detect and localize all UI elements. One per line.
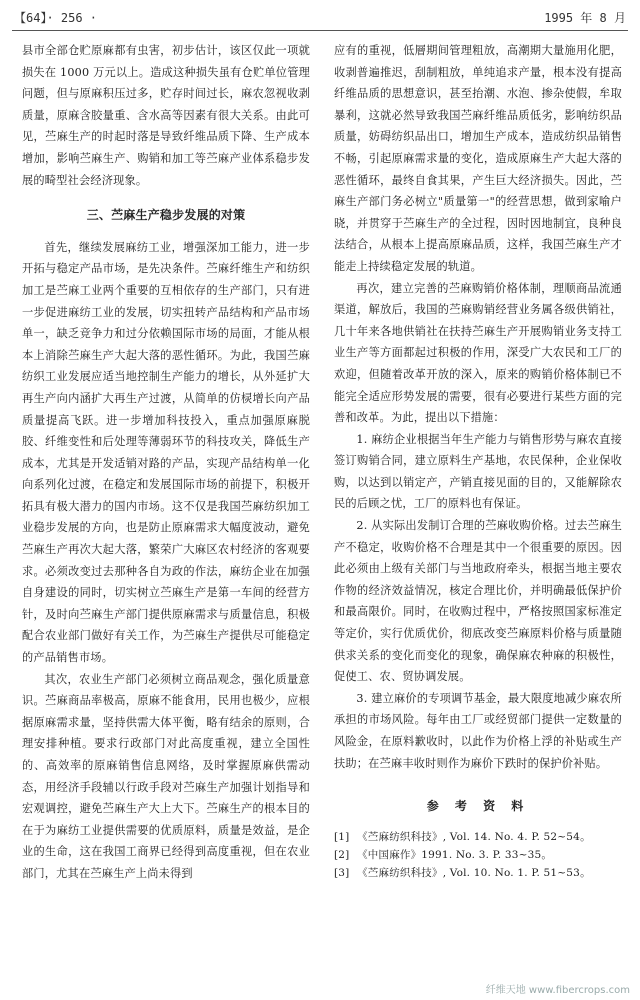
reference-number: [1]: [334, 830, 350, 843]
reference-item: [334, 846, 622, 864]
body-paragraph: 县市全部仓贮原麻都有虫害，初步估计，该区仅此一项就损失在 1000 万元以上。造成这种损失虽有仓贮单位管理问题，但与原麻积压过多，贮存时间过长，麻农忽视收剥质量，原麻含胶量重、含水高等因素有很大关系。由此可见，苎麻生产的时起时落是导致纤维品质下降、生产成本增加，影响苎麻生产、购销和加工等苎麻产业体系稳步发展的畸型社会经济现象。: [22, 44, 310, 187]
section-heading: 三、苎麻生产稳步发展的对策: [86, 208, 246, 223]
reference-item: [334, 828, 622, 846]
journal-page-number: 【64】· 256 ·: [14, 10, 98, 25]
numbered-item: 2. 从实际出发制订合理的苎麻收购价格。过去苎麻生产不稳定，收购价格不合理是其中一个很重要的原因。因此必须由上级有关部门与当地政府牵头，根据当地主要农作物的经济效益情况，核定合理比价，并明确最低保护价和最高限价。同时，在收购过程中，严格按照国家标准定等定价，实行优质优价，彻底改变苎麻原料价格与质量随供求关系的变化而变化的现象，确保麻农种麻的积极性，促使工、农、贸协调发展。: [334, 519, 622, 684]
reference-number: [2]: [334, 848, 350, 861]
numbered-item: 1. 麻纺企业根据当年生产能力与销售形势与麻农直接签订购销合同，建立原料生产基地，农民保种，企业保收购，以达到以销定产，产销直接见面的目的，又能解除农民的后顾之忧，工厂的原料也有保证。: [334, 432, 622, 511]
reference-text: 《苎麻纺织科技》, Vol. 14. No. 4. P. 52~54。: [357, 830, 591, 843]
right-column: [334, 40, 622, 882]
left-column: [22, 40, 310, 885]
references-heading: 参 考 资 料: [426, 799, 530, 814]
header-rule: [12, 30, 628, 31]
body-paragraph: 再次，建立完善的苎麻购销价格体制，理顺商品流通渠道，解放后，我国的苎麻购销经营业务属各级供销社，几十年来各地供销社在扶持苎麻生产开展购销业务支持工业生产等方面都起过积极的作用，深受广大农民和工厂的欢迎，但随着改革开放的深入，原来的购销价格体制已不能完全适应形势发展的需要，很有必要进行某些方面的完善和改革。为此，提出以下措施：: [334, 281, 622, 425]
body-paragraph: 其次，农业生产部门必须树立商品观念，强化质量意识。苎麻商品率极高，原麻不能食用，民用也极少，应根据原麻需求量，坚持供需大体平衡，略有结余的原则，合理安排种植。要求行政部门对此高度重视，建立全国性的、高效率的原麻销售信息网络，及时掌握原麻供需动态，用经济手段辅以行政手段对苎麻生产加强计划指导和宏观调控，避免苎麻生产大上大下。苎麻生产的根本目的在于为麻纺工业提供需要的优质原料，质量是效益，是企业的生命，这在我国工商界已经得到高度重视，但在农业部门，尤其在苎麻生产上尚未得到: [22, 672, 310, 880]
page-header: [14, 6, 626, 28]
reference-text: 《苎麻纺织科技》, Vol. 10. No. 1. P. 51~53。: [357, 866, 591, 879]
reference-text: 《中国麻作》1991. No. 3. P. 33~35。: [357, 848, 553, 861]
body-paragraph: 应有的重视，低層期间管理粗放，高潮期大量施用化肥，收剥普遍推迟，刮制粗放，单纯追求产量，根本没有提高纤维品质的思想意识，甚至抬潮、水泡、掺杂使假，牟取暴利，这就必然导致我国苎麻纤维品质低劣，影响纺织品质量，妨碍纺织品出口，增加生产成本，造成纺织品销售不畅，引起原麻需求量的变化，造成原麻生产大起大落的恶性循环，最终自食其果，产生巨大经济损失。因此，苎麻生产部门务必树立"质量第一"的经营思想，做到家喻户晓，并贯穿于苎麻生产的全过程，因时因地制宜，良种良法结合，从根本上提高原麻品质，这样，我国苎麻生产才能走上持续稳定发展的轨道。: [334, 44, 622, 273]
numbered-item: 3. 建立麻价的专项调节基金，最大限度地减少麻农所承担的市场风险。每年由工厂或经贸部门提供一定数量的风险金，在原料歉收时，以此作为价格上浮的补贴或生产扶助；在苎麻丰收时则作为麻价下跌时的保护价补贴。: [334, 691, 622, 770]
reference-item: [334, 864, 622, 882]
reference-number: [3]: [334, 866, 350, 879]
body-paragraph: 首先，继续发展麻纺工业，增强深加工能力，进一步开拓与稳定产品市场，是先决条件。苎麻纤维生产和纺织加工是苎麻工业两个重要的互相依存的生产部门，只有进一步促进麻纺工业的发展，切实扭转产品结构和产品市场单一，缺乏竞争力和过分依赖国际市场的局面，才能从根本上消除苎麻生产大起大落的恶性循环。为此，我国苎麻纺织工业发展应适当地控制生产能力的增长，从外延扩大再生产向内涵扩大再生产过渡，从简单的仿棂增长向产品质量提高飞跃。进一步增加科技投入，重点加强原麻脱胶、纤维变性和后处理等薄弱环节的科技攻关，降低生产成本，尤其是开发适销对路的产品，实现产品结构单一化向系列化过渡，在稳定和发展国际市场的前提下，积极开拓具有极大潜力的国内市场。这不仅是我国苎麻纺织加工业稳步发展的方向，也是防止原麻需求大幅度波动，避免苎麻生产再次大起大落，繁荣广大麻区农村经济的客观要求。必须改变过去那种各自为政的作法，麻纺企业在加强自身建设的同时，切实树立苎麻生产是第一车间的经营方针，及时向苎麻生产部门提供原麻需求与质量信息，积极配合农业部门做好有关工作，为苎麻生产提供尽可能稳定的产品销售市场。: [22, 240, 310, 665]
site-watermark: 纤维天地 www.fibercrops.com: [485, 985, 630, 996]
issue-date: 1995 年 8 月: [544, 10, 626, 25]
